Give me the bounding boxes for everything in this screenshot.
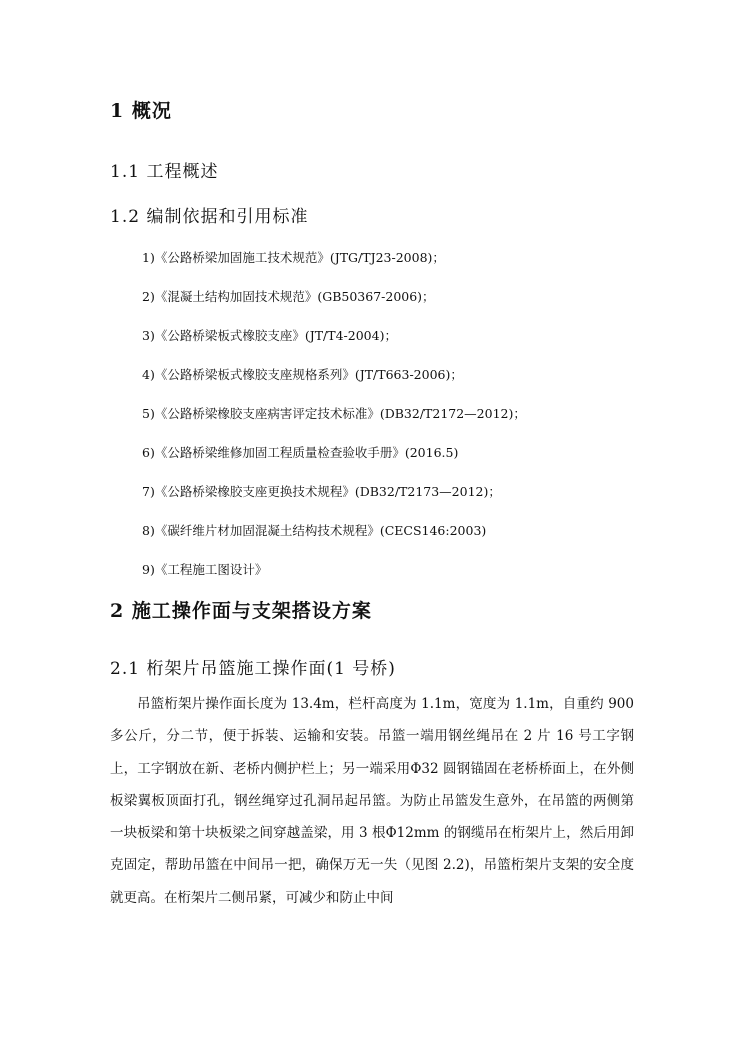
section-1-2-heading: 1.2 编制依据和引用标准 [110, 207, 309, 227]
section-2-heading: 2 施工操作面与支架搭设方案 [110, 600, 372, 622]
reference-item: 6)《公路桥梁维修加固工程质量检查验收手册》(2016.5) [142, 445, 459, 460]
section-1-1-heading: 1.1 工程概述 [110, 162, 219, 182]
reference-item: 9)《工程施工图设计》 [142, 562, 268, 577]
section-1-heading: 1 概况 [110, 100, 172, 122]
reference-item: 8)《碳纤维片材加固混凝土结构技术规程》(CECS146:2003) [142, 523, 487, 538]
paragraph-text: 吊篮桁架片操作面长度为 13.4m，栏杆高度为 1.1m，宽度为 1.1m，自重约 900 多公斤，分二节，便于拆装、运输和安装。吊篮一端用钢丝绳吊在 2 片 16 号工字钢上，工字钢放在新、老桥内侧护栏上；另一端采用Φ32 圆钢锚固在老桥桥面上，在外侧板梁翼板顶面打孔，钢丝绳穿过孔洞吊起吊篮。为防止吊篮发生意外，在吊篮的两侧第一块板梁和第十块板梁之间穿越盖梁，用 3 根Φ12mm 的钢缆吊在桁架片上，然后用卸克固定，帮助吊篮在中间吊一把，确保万无一失（见图 2.2)，吊篮桁架片支架的安全度就更高。在桁架片二侧吊紧，可减少和防止中间 [110, 696, 634, 906]
reference-item: 1)《公路桥梁加固施工技术规范》(JTG/TJ23-2008)； [142, 250, 445, 265]
reference-item: 7)《公路桥梁橡胶支座更换技术规程》(DB32/T2173—2012)； [142, 484, 501, 499]
reference-item: 4)《公路桥梁板式橡胶支座规格系列》(JT/T663-2006)； [142, 367, 463, 382]
section-2-1-heading: 2.1 桁架片吊篮施工操作面(1 号桥) [110, 659, 396, 679]
reference-item: 2)《混凝土结构加固技术规范》(GB50367-2006)； [142, 289, 435, 304]
reference-item: 3)《公路桥梁板式橡胶支座》(JT/T4-2004)； [142, 328, 397, 343]
body-paragraph [110, 688, 634, 914]
reference-item: 5)《公路桥梁橡胶支座病害评定技术标准》(DB32/T2172—2012)； [142, 406, 526, 421]
